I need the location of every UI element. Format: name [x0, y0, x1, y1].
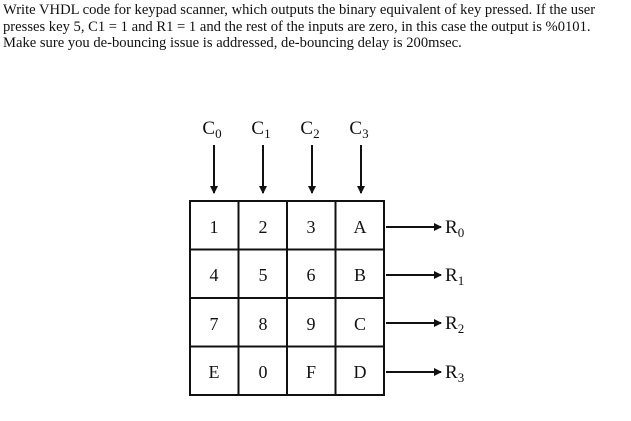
row-label-r1: $R_1$: [445, 265, 465, 288]
row-label-r0: $R_0$: [445, 217, 465, 240]
key: 3: [306, 217, 316, 237]
key: 6: [306, 265, 316, 285]
row-label-r3: $R_3$: [445, 362, 465, 385]
key: 8: [258, 314, 268, 334]
question-line: Write VHDL code for keypad scanner, which outputs the binary equivalent of key pressed. If the user: [3, 2, 596, 18]
key: B: [353, 265, 367, 285]
key: 2: [258, 217, 268, 237]
row-labels: [445, 217, 464, 385]
question-line: presses key 5, C1 = 1 and R1 = 1 and the rest of the inputs are zero, in this case the output is %0101.: [3, 18, 591, 35]
column-label-c2: $C_2$: [300, 118, 320, 141]
key: 5: [258, 265, 268, 285]
key: 7: [209, 314, 219, 334]
column-label-c0: $C_0$: [202, 118, 222, 141]
column-label-c1: $C_1$: [251, 118, 271, 141]
column-labels: [202, 118, 368, 141]
column-label-c3: $C_3$: [349, 118, 369, 141]
key: 4: [209, 265, 219, 285]
key: 9: [306, 314, 316, 334]
key: C: [353, 314, 367, 334]
key: 0: [258, 362, 268, 382]
column-arrows: [214, 145, 361, 193]
key: A: [353, 217, 367, 237]
row-label-r2: $R_2$: [445, 313, 465, 336]
row-arrows: [386, 227, 441, 372]
key: 1: [209, 217, 219, 237]
question-line: Make sure you de-bouncing issue is addressed, de-bouncing delay is 200msec.: [3, 35, 462, 52]
key: D: [353, 362, 367, 382]
key: E: [208, 362, 220, 382]
key: F: [305, 362, 317, 382]
